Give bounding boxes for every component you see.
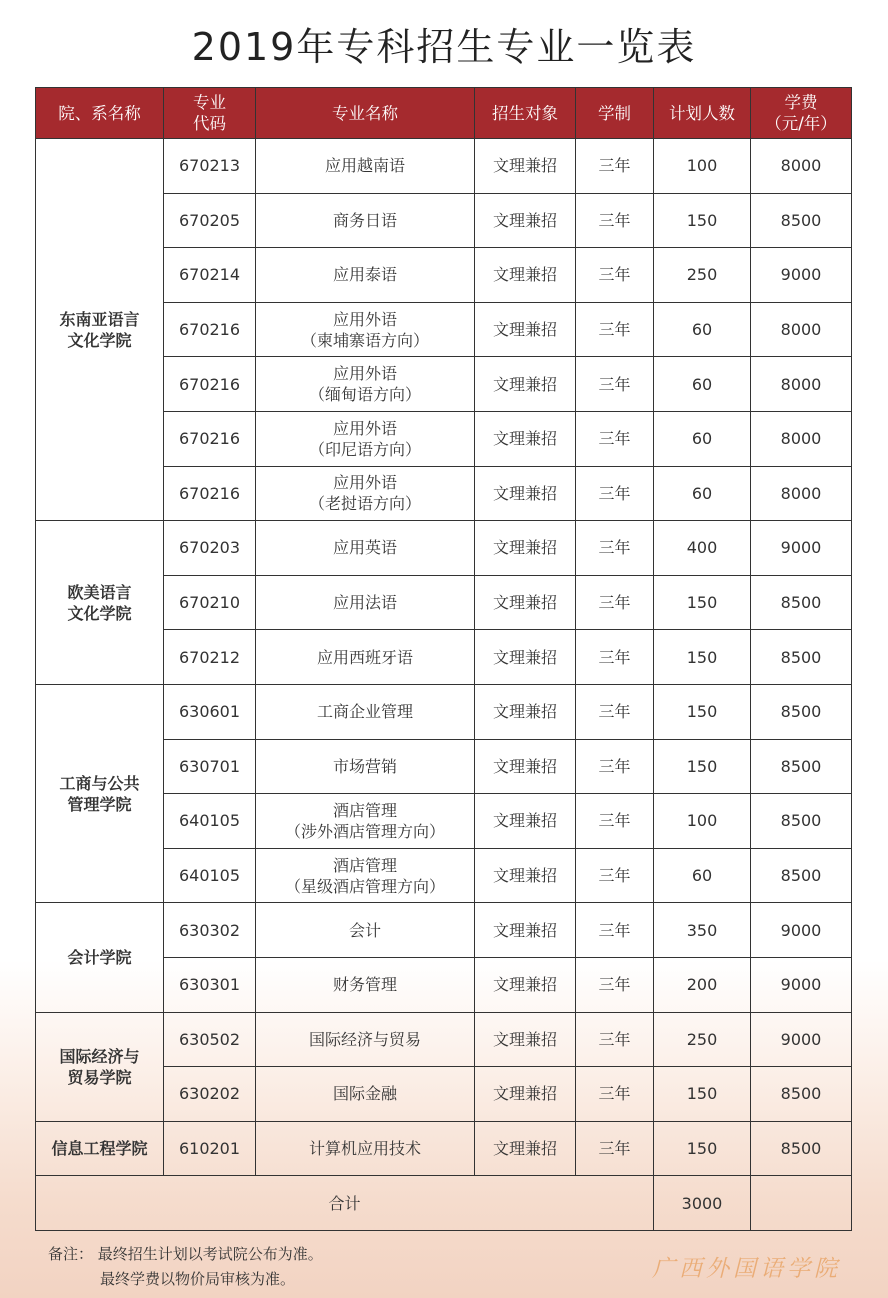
total-value: 3000 xyxy=(654,1176,751,1231)
dept-cell: 欧美语言 文化学院 xyxy=(36,521,164,685)
major-name-cell: 工商企业管理 xyxy=(256,684,475,739)
fee-cell: 9000 xyxy=(751,248,852,303)
code-cell: 670210 xyxy=(164,575,256,630)
table-row xyxy=(36,521,852,576)
major-name-cell: 应用外语 （柬埔寨语方向） xyxy=(256,302,475,357)
major-name-cell: 商务日语 xyxy=(256,193,475,248)
major-name-cell: 市场营销 xyxy=(256,739,475,794)
target-cell: 文理兼招 xyxy=(475,302,576,357)
plan-cell: 150 xyxy=(654,1121,751,1176)
duration-cell: 三年 xyxy=(576,193,654,248)
target-cell: 文理兼招 xyxy=(475,684,576,739)
duration-cell: 三年 xyxy=(576,957,654,1012)
header-duration: 学制 xyxy=(576,88,654,139)
duration-cell: 三年 xyxy=(576,848,654,903)
major-name-cell: 应用英语 xyxy=(256,521,475,576)
duration-cell: 三年 xyxy=(576,794,654,849)
code-cell: 630302 xyxy=(164,903,256,958)
header-name: 专业名称 xyxy=(256,88,475,139)
plan-cell: 150 xyxy=(654,684,751,739)
code-cell: 670216 xyxy=(164,302,256,357)
duration-cell: 三年 xyxy=(576,248,654,303)
code-cell: 630502 xyxy=(164,1012,256,1067)
target-cell: 文理兼招 xyxy=(475,357,576,412)
plan-cell: 100 xyxy=(654,139,751,194)
target-cell: 文理兼招 xyxy=(475,193,576,248)
fee-cell: 8500 xyxy=(751,630,852,685)
fee-cell: 8000 xyxy=(751,139,852,194)
plan-cell: 150 xyxy=(654,193,751,248)
target-cell: 文理兼招 xyxy=(475,739,576,794)
dept-cell: 东南亚语言 文化学院 xyxy=(36,139,164,521)
header-fee: 学费 （元/年） xyxy=(751,88,852,139)
fee-cell: 8500 xyxy=(751,794,852,849)
footnote-line-1: 备注： 最终招生计划以考试院公布为准。 xyxy=(48,1245,323,1263)
table-row xyxy=(36,1121,852,1176)
total-label: 合计 xyxy=(36,1176,654,1231)
major-name-cell: 酒店管理 （星级酒店管理方向） xyxy=(256,848,475,903)
fee-cell: 8500 xyxy=(751,1067,852,1122)
college-signature-logo: 广西外国语学院 xyxy=(652,1256,841,1282)
major-name-cell: 国际经济与贸易 xyxy=(256,1012,475,1067)
target-cell: 文理兼招 xyxy=(475,903,576,958)
plan-cell: 350 xyxy=(654,903,751,958)
duration-cell: 三年 xyxy=(576,521,654,576)
fee-cell: 8500 xyxy=(751,1121,852,1176)
duration-cell: 三年 xyxy=(576,302,654,357)
major-name-cell: 应用外语 （老挝语方向） xyxy=(256,466,475,521)
plan-cell: 150 xyxy=(654,575,751,630)
header-plan: 计划人数 xyxy=(654,88,751,139)
fee-cell: 9000 xyxy=(751,957,852,1012)
total-fee-empty xyxy=(751,1176,852,1231)
code-cell: 630701 xyxy=(164,739,256,794)
major-name-cell: 酒店管理 （涉外酒店管理方向） xyxy=(256,794,475,849)
target-cell: 文理兼招 xyxy=(475,1121,576,1176)
major-name-cell: 国际金融 xyxy=(256,1067,475,1122)
dept-cell: 工商与公共 管理学院 xyxy=(36,684,164,902)
duration-cell: 三年 xyxy=(576,684,654,739)
code-cell: 630301 xyxy=(164,957,256,1012)
table-row xyxy=(36,139,852,194)
code-cell: 670214 xyxy=(164,248,256,303)
fee-cell: 8000 xyxy=(751,466,852,521)
target-cell: 文理兼招 xyxy=(475,848,576,903)
duration-cell: 三年 xyxy=(576,1067,654,1122)
plan-cell: 200 xyxy=(654,957,751,1012)
target-cell: 文理兼招 xyxy=(475,1067,576,1122)
majors-table xyxy=(35,87,852,1231)
footnote-line-2: 最终学费以物价局审核为准。 xyxy=(100,1270,296,1288)
plan-cell: 400 xyxy=(654,521,751,576)
target-cell: 文理兼招 xyxy=(475,794,576,849)
plan-cell: 150 xyxy=(654,630,751,685)
table-row xyxy=(36,684,852,739)
code-cell: 640105 xyxy=(164,794,256,849)
plan-cell: 60 xyxy=(654,357,751,412)
target-cell: 文理兼招 xyxy=(475,521,576,576)
target-cell: 文理兼招 xyxy=(475,630,576,685)
table-row xyxy=(36,903,852,958)
header-dept: 院、系名称 xyxy=(36,88,164,139)
duration-cell: 三年 xyxy=(576,411,654,466)
code-cell: 670203 xyxy=(164,521,256,576)
code-cell: 670213 xyxy=(164,139,256,194)
table-row xyxy=(36,1012,852,1067)
fee-cell: 9000 xyxy=(751,521,852,576)
table-header-row xyxy=(36,88,852,139)
duration-cell: 三年 xyxy=(576,466,654,521)
target-cell: 文理兼招 xyxy=(475,139,576,194)
header-code: 专业 代码 xyxy=(164,88,256,139)
code-cell: 670216 xyxy=(164,357,256,412)
dept-cell: 信息工程学院 xyxy=(36,1121,164,1176)
duration-cell: 三年 xyxy=(576,575,654,630)
fee-cell: 8000 xyxy=(751,411,852,466)
plan-cell: 150 xyxy=(654,1067,751,1122)
duration-cell: 三年 xyxy=(576,903,654,958)
fee-cell: 8000 xyxy=(751,357,852,412)
plan-cell: 250 xyxy=(654,248,751,303)
code-cell: 670216 xyxy=(164,411,256,466)
target-cell: 文理兼招 xyxy=(475,466,576,521)
plan-cell: 100 xyxy=(654,794,751,849)
header-target: 招生对象 xyxy=(475,88,576,139)
fee-cell: 9000 xyxy=(751,1012,852,1067)
code-cell: 630202 xyxy=(164,1067,256,1122)
duration-cell: 三年 xyxy=(576,1121,654,1176)
target-cell: 文理兼招 xyxy=(475,1012,576,1067)
total-row xyxy=(36,1176,852,1231)
major-name-cell: 应用泰语 xyxy=(256,248,475,303)
code-cell: 610201 xyxy=(164,1121,256,1176)
code-cell: 670212 xyxy=(164,630,256,685)
footnote xyxy=(48,1242,323,1292)
major-name-cell: 应用西班牙语 xyxy=(256,630,475,685)
fee-cell: 8500 xyxy=(751,848,852,903)
page-title: 2019年专科招生专业一览表 xyxy=(191,25,697,69)
duration-cell: 三年 xyxy=(576,1012,654,1067)
fee-cell: 8500 xyxy=(751,739,852,794)
duration-cell: 三年 xyxy=(576,139,654,194)
code-cell: 670216 xyxy=(164,466,256,521)
fee-cell: 8500 xyxy=(751,684,852,739)
target-cell: 文理兼招 xyxy=(475,248,576,303)
major-name-cell: 财务管理 xyxy=(256,957,475,1012)
duration-cell: 三年 xyxy=(576,357,654,412)
plan-cell: 60 xyxy=(654,466,751,521)
code-cell: 630601 xyxy=(164,684,256,739)
major-name-cell: 应用外语 （印尼语方向） xyxy=(256,411,475,466)
target-cell: 文理兼招 xyxy=(475,575,576,630)
code-cell: 640105 xyxy=(164,848,256,903)
fee-cell: 9000 xyxy=(751,903,852,958)
fee-cell: 8000 xyxy=(751,302,852,357)
major-name-cell: 应用外语 （缅甸语方向） xyxy=(256,357,475,412)
code-cell: 670205 xyxy=(164,193,256,248)
major-name-cell: 应用越南语 xyxy=(256,139,475,194)
major-name-cell: 计算机应用技术 xyxy=(256,1121,475,1176)
plan-cell: 60 xyxy=(654,302,751,357)
target-cell: 文理兼招 xyxy=(475,957,576,1012)
plan-cell: 250 xyxy=(654,1012,751,1067)
dept-cell: 国际经济与 贸易学院 xyxy=(36,1012,164,1121)
plan-cell: 150 xyxy=(654,739,751,794)
fee-cell: 8500 xyxy=(751,575,852,630)
plan-cell: 60 xyxy=(654,848,751,903)
duration-cell: 三年 xyxy=(576,739,654,794)
major-name-cell: 会计 xyxy=(256,903,475,958)
fee-cell: 8500 xyxy=(751,193,852,248)
target-cell: 文理兼招 xyxy=(475,411,576,466)
duration-cell: 三年 xyxy=(576,630,654,685)
major-name-cell: 应用法语 xyxy=(256,575,475,630)
plan-cell: 60 xyxy=(654,411,751,466)
dept-cell: 会计学院 xyxy=(36,903,164,1012)
